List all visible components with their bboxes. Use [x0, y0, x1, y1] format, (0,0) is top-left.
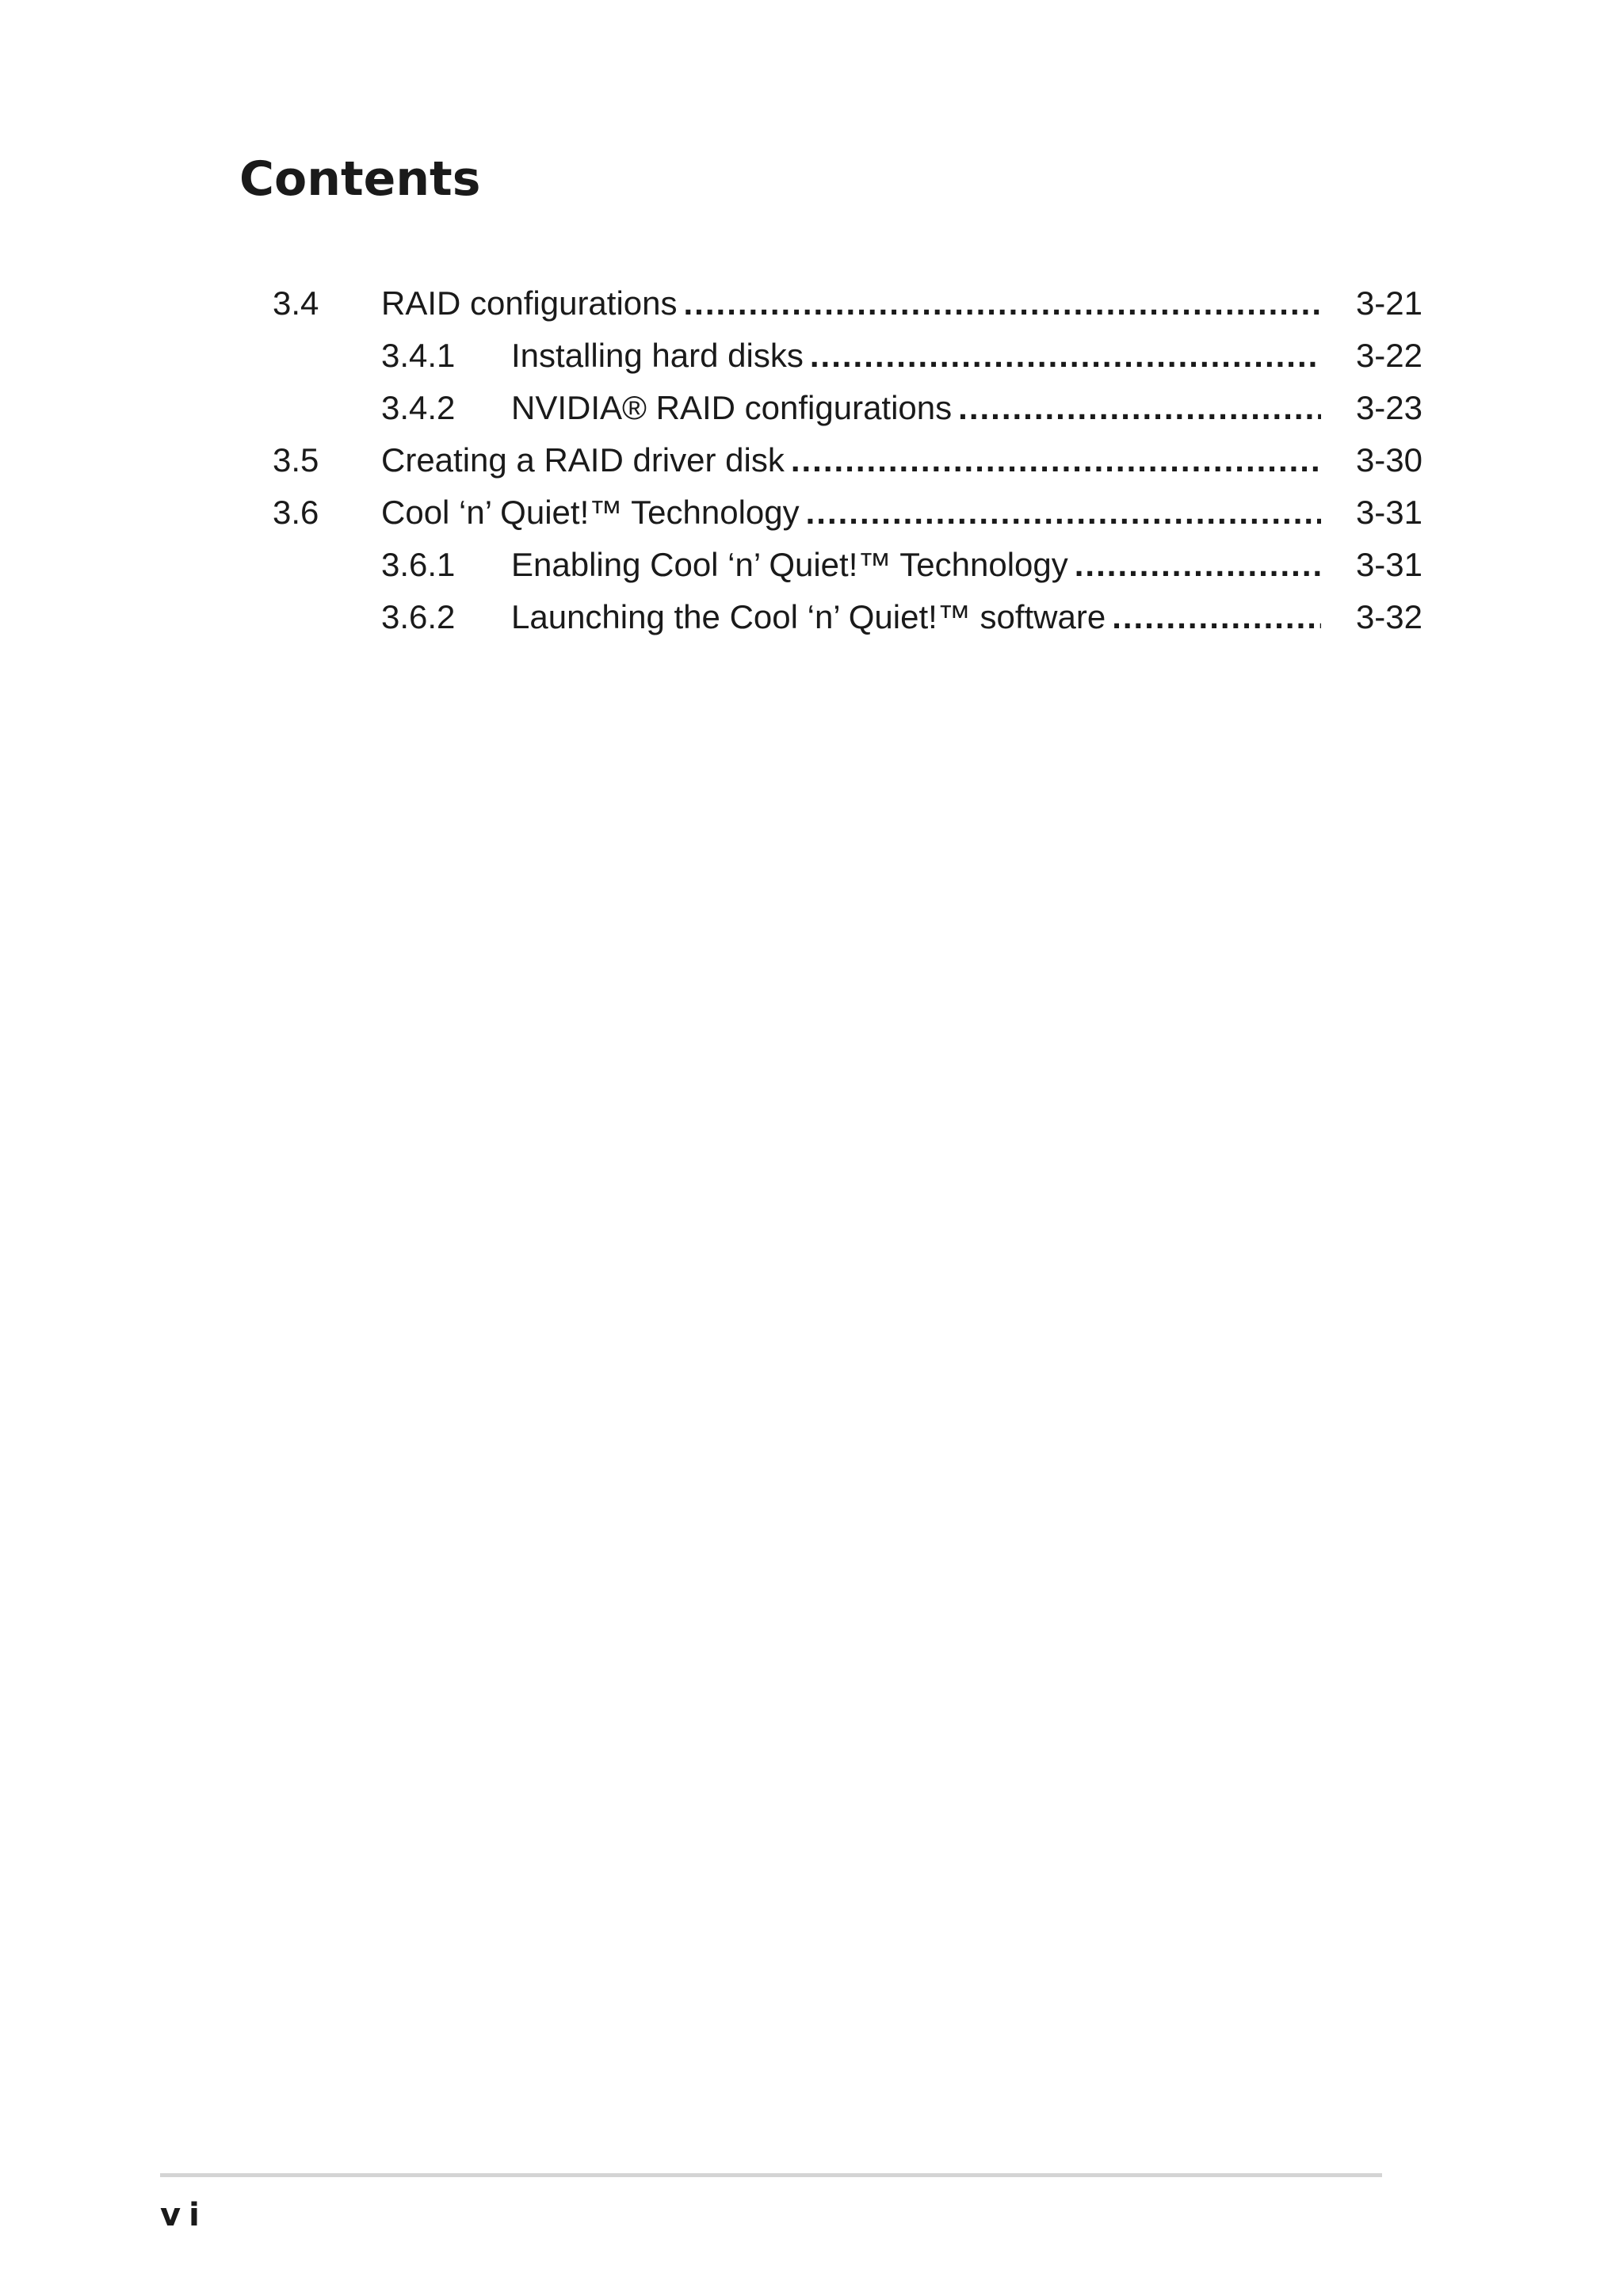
toc-entry-title: Launching the Cool ‘n’ Quiet!™ software: [511, 598, 1106, 635]
toc-entry-page: 3-21: [1355, 284, 1423, 322]
footer-rule: [160, 2173, 1382, 2177]
toc-entry-leader: [511, 591, 1321, 643]
toc-entry-number: 3.6.2: [381, 598, 456, 635]
toc-entry-title: Installing hard disks: [511, 337, 804, 374]
toc-entry-3-6[interactable]: [0, 486, 1623, 539]
toc-entry-page: 3-22: [1355, 337, 1423, 374]
toc-entry-page: 3-31: [1355, 546, 1423, 583]
toc-entry-number: 3.6: [273, 494, 319, 531]
toc-entry-3-4[interactable]: [0, 277, 1623, 330]
toc-entry-leader: [511, 539, 1321, 591]
toc-entry-leader: [381, 434, 1321, 486]
toc-entry-title: RAID configurations: [381, 284, 678, 322]
dot-leader: [958, 382, 1321, 434]
footer-page-number: vi: [160, 2197, 208, 2233]
toc-entry-title: NVIDIA® RAID configurations: [511, 389, 953, 426]
dot-leader: [1075, 539, 1321, 591]
toc-entry-leader: [511, 382, 1321, 434]
toc-entry-leader: [381, 486, 1321, 539]
toc-entry-3-6-2[interactable]: [0, 591, 1623, 643]
dot-leader: [806, 486, 1321, 539]
toc-entry-number: 3.4.2: [381, 389, 456, 426]
dot-leader: [684, 277, 1321, 330]
toc-entry-page: 3-31: [1355, 494, 1423, 531]
toc-entry-page: 3-32: [1355, 598, 1423, 635]
toc-entry-page: 3-30: [1355, 441, 1423, 479]
toc-entry-number: 3.6.1: [381, 546, 456, 583]
dot-leader: [810, 330, 1321, 382]
dot-leader: [791, 434, 1321, 486]
toc-entry-title: Creating a RAID driver disk: [381, 441, 785, 479]
toc-entry-title: Enabling Cool ‘n’ Quiet!™ Technology: [511, 546, 1068, 583]
toc-entry-leader: [381, 277, 1321, 330]
page-title: Contents: [239, 151, 481, 207]
toc-entry-number: 3.4: [273, 284, 319, 322]
toc-entry-3-4-2[interactable]: [0, 382, 1623, 434]
toc-entry-3-6-1[interactable]: [0, 539, 1623, 591]
toc-entry-3-5[interactable]: [0, 434, 1623, 486]
toc-entry-title: Cool ‘n’ Quiet!™ Technology: [381, 494, 800, 531]
dot-leader: [1112, 591, 1321, 643]
toc-entry-number: 3.4.1: [381, 337, 456, 374]
toc-entry-page: 3-23: [1355, 389, 1423, 426]
toc-entry-number: 3.5: [273, 441, 319, 479]
toc-entry-leader: [511, 330, 1321, 382]
toc-entry-3-4-1[interactable]: [0, 330, 1623, 382]
